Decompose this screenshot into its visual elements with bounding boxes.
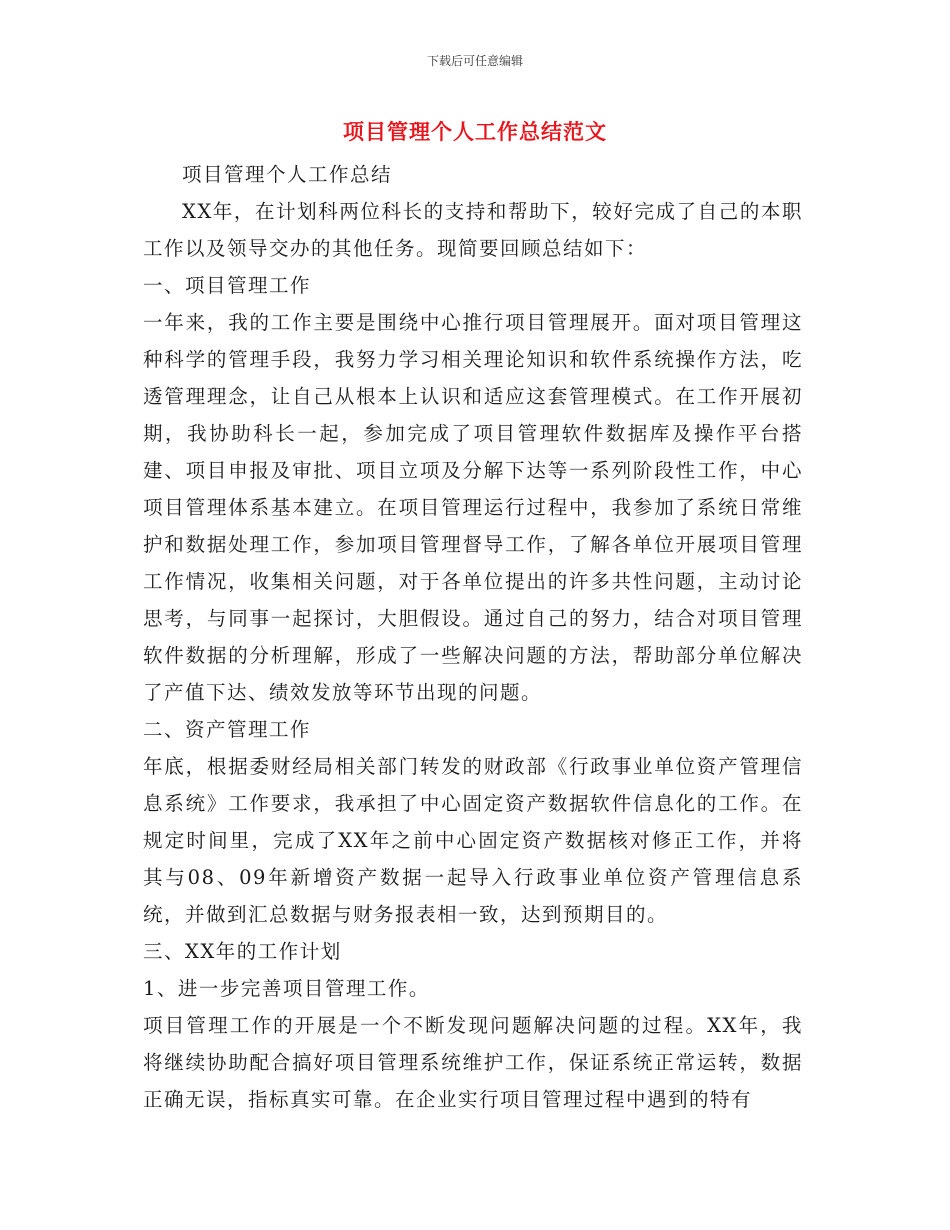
subsection-heading-improve-project-management: 1、进一步完善项目管理工作。 xyxy=(143,977,430,1000)
paragraph-project-management: 一年来，我的工作主要是围绕中心推行项目管理展开。面对项目管理这种科学的管理手段，我努力学习相关理论知识和软件系统操作方法，吃透管理理念，让自己从根本上认识和适应这套管理模式。在工作开展初期，我协助科长一起，参加完成了项目管理软件数据库及操作平台搭建、项目申报及审批、项目立项及分解下达等一系列阶段性工作，中心项目管理体系基本建立。在项目管理运行过程中，我参加了系统日常维护和数据处理工作，参加项目管理督导工作，了解各单位开展项目管理工作情况，收集相关问题，对于各单位提出的许多共性问题，主动讨论思考，与同事一起探讨，大胆假设。通过自己的努力，结合对项目管理软件数据的分析理解，形成了一些解决问题的方法，帮助部分单位解决了产值下达、绩效发放等环节出现的问题。 xyxy=(143,311,803,704)
paragraph-asset-management: 年底，根据委财经局相关部门转发的财政部《行政事业单位资产管理信息系统》工作要求，我承担了中心固定资产数据软件信息化的工作。在规定时间里，完成了XX年之前中心固定资产数据核对修正工作，并将其与08、09年新增资产数据一起导入行政事业单位资产管理信息系统，并做到汇总数据与财务报表相一致，达到预期目的。 xyxy=(143,755,803,926)
paragraph-intro: XX年，在计划科两位科长的支持和帮助下，较好完成了自己的本职工作以及领导交办的其他任务。现简要回顾总结如下： xyxy=(143,200,803,260)
header-note: 下载后可任意编辑 xyxy=(426,54,523,68)
section-heading-asset-management: 二、资产管理工作 xyxy=(143,718,312,741)
document-body xyxy=(143,156,803,1118)
paragraph-work-plan: 项目管理工作的开展是一个不断发现问题解决问题的过程。XX年，我将继续协助配合搞好项目管理系统维护工作，保证系统正常运转，数据正确无误，指标真实可靠。在企业实行项目管理过程中遇到的特有 xyxy=(143,1014,803,1111)
section-heading-project-management: 一、项目管理工作 xyxy=(143,274,312,297)
document-title: 项目管理个人工作总结范文 xyxy=(343,119,607,144)
paragraph-subtitle: 项目管理个人工作总结 xyxy=(182,163,393,186)
section-heading-work-plan: 三、XX年的工作计划 xyxy=(143,940,342,963)
